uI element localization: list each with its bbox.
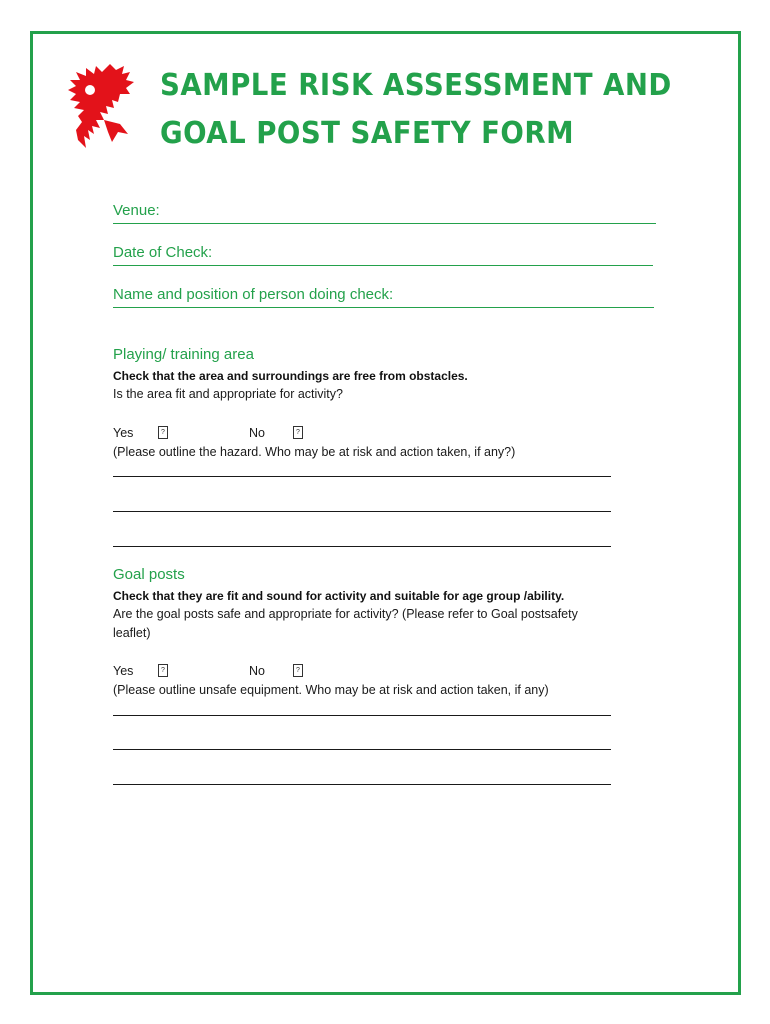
name-position-field[interactable]	[113, 285, 654, 308]
form-title: SAMPLE RISK ASSESSMENT AND GOAL POST SAFETY FORM	[160, 68, 672, 151]
answer-line[interactable]	[113, 784, 611, 785]
date-of-check-field[interactable]	[113, 243, 653, 266]
goal-posts-question-cont: leaflet)	[113, 626, 151, 640]
no-checkbox[interactable]: ?	[293, 664, 303, 677]
answer-line[interactable]	[113, 749, 611, 750]
playing-area-instruction: Check that the area and surroundings are free from obstacles.	[113, 369, 468, 383]
playing-area-question: Is the area fit and appropriate for activity?	[113, 387, 343, 401]
answer-line[interactable]	[113, 546, 611, 547]
welsh-dragon-icon	[60, 60, 138, 152]
playing-area-yes-no	[113, 426, 413, 442]
answer-line[interactable]	[113, 715, 611, 716]
answer-line[interactable]	[113, 511, 611, 512]
venue-label: Venue:	[113, 202, 160, 219]
name-position-label: Name and position of person doing check:	[113, 286, 394, 303]
page-border	[30, 31, 741, 995]
yes-label: Yes	[113, 426, 134, 440]
playing-area-note: (Please outline the hazard. Who may be at risk and action taken, if any?)	[113, 445, 516, 459]
venue-field[interactable]	[113, 201, 656, 224]
yes-checkbox[interactable]: ?	[158, 426, 168, 439]
answer-line[interactable]	[113, 476, 611, 477]
goal-posts-question: Are the goal posts safe and appropriate for activity? (Please refer to Goal postsafety	[113, 607, 578, 621]
playing-area-heading: Playing/ training area	[113, 346, 254, 363]
goal-posts-yes-no	[113, 664, 413, 680]
goal-posts-note: (Please outline unsafe equipment. Who may be at risk and action taken, if any)	[113, 683, 549, 697]
no-label: No	[249, 426, 265, 440]
no-checkbox[interactable]: ?	[293, 426, 303, 439]
date-of-check-label: Date of Check:	[113, 244, 213, 261]
goal-posts-heading: Goal posts	[113, 566, 185, 583]
no-label: No	[249, 664, 265, 678]
goal-posts-instruction: Check that they are fit and sound for activity and suitable for age group /ability.	[113, 589, 565, 603]
yes-checkbox[interactable]: ?	[158, 664, 168, 677]
yes-label: Yes	[113, 664, 134, 678]
